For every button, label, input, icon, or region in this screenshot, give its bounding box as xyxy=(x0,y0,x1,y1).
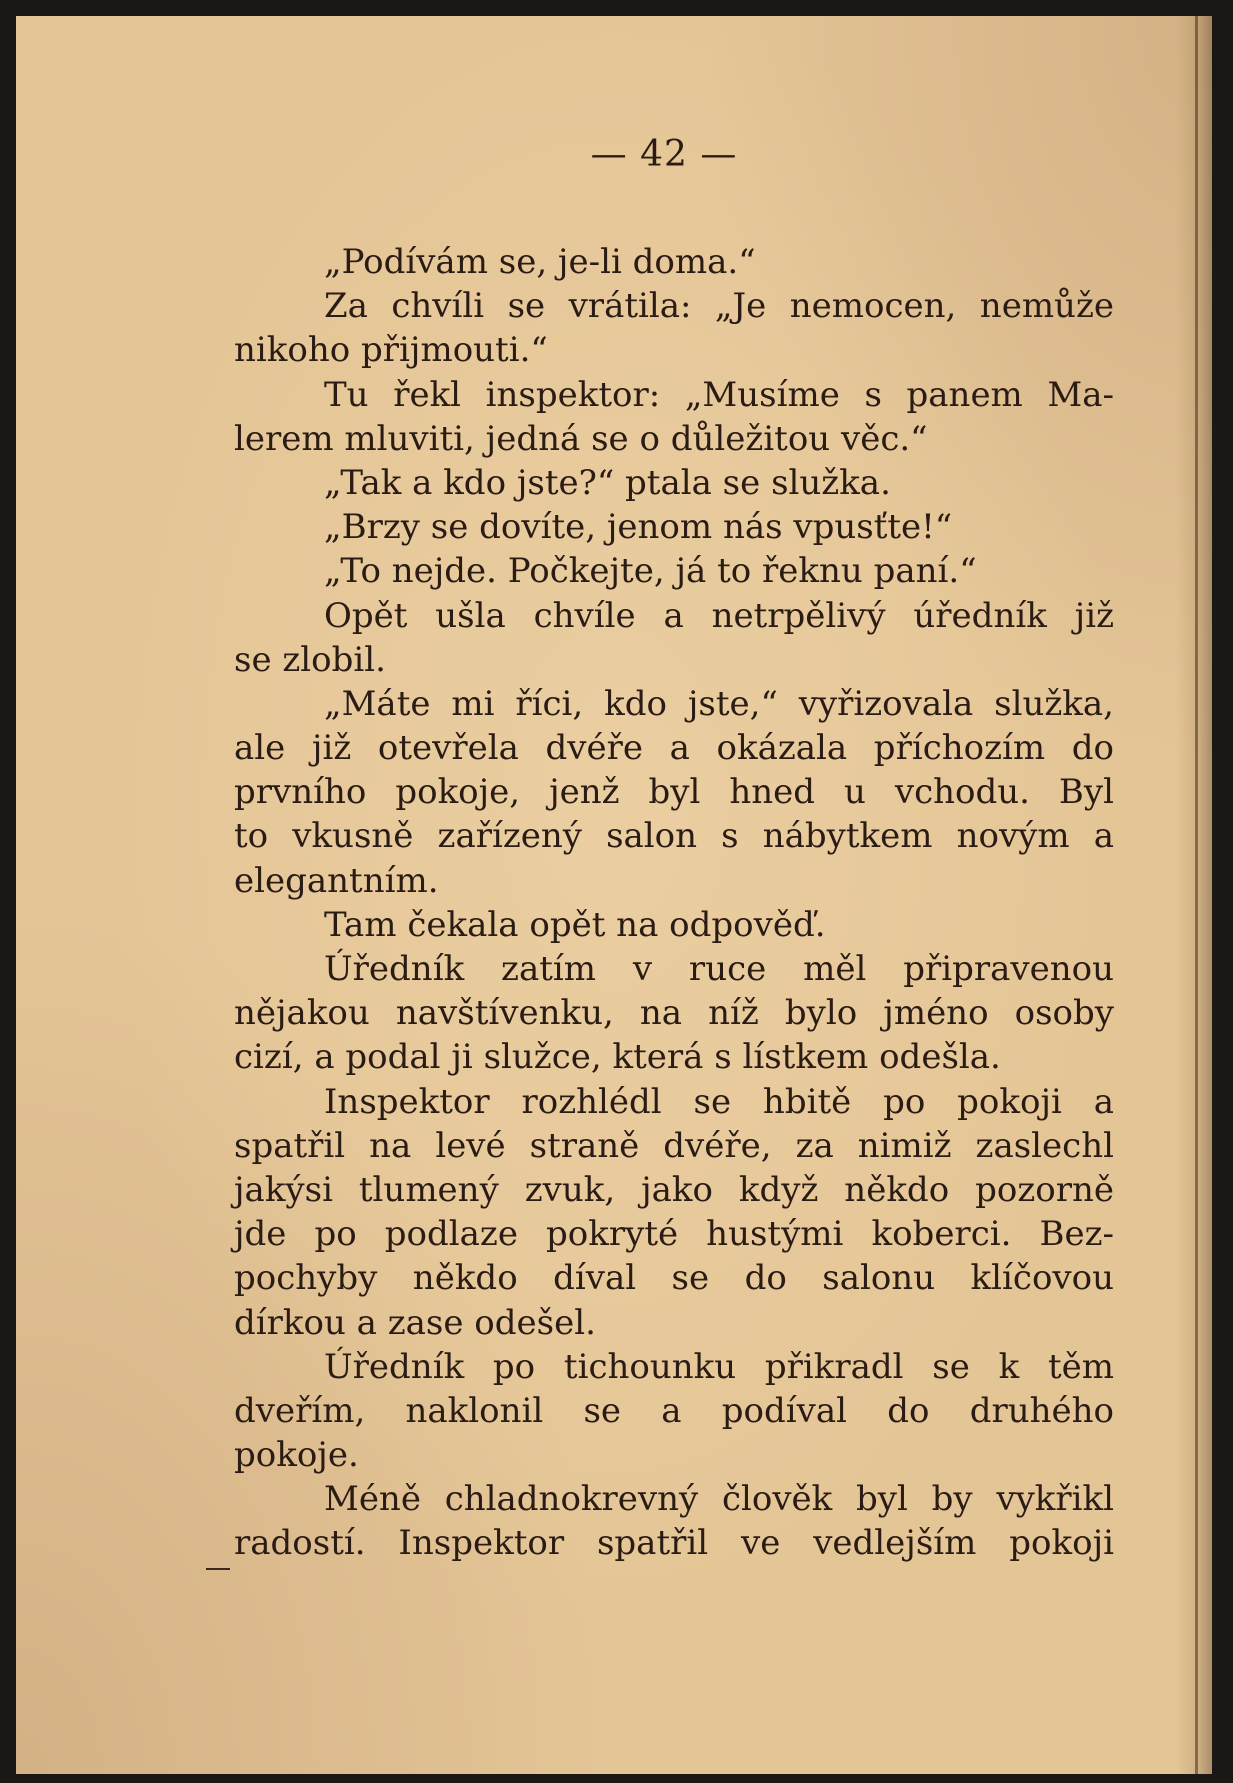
page-edge-line xyxy=(1195,16,1198,1774)
text-line: se zlobil. xyxy=(234,639,386,680)
text-line: „Máte mi říci, kdo jste,“ vyřizovala služka, xyxy=(324,683,1114,724)
text-line: nějakou navštívenku, na níž bylo jméno osoby xyxy=(234,993,1114,1034)
text-line: prvního pokoje, jenž byl hned u vchodu. Byl xyxy=(234,772,1114,813)
text-line: dveřím, naklonil se a podíval do druhého xyxy=(234,1390,1114,1431)
text-line: „Brzy se dovíte, jenom nás vpusťte!“ xyxy=(324,507,953,548)
text-line: Inspektor rozhlédl se hbitě po pokoji a xyxy=(324,1081,1114,1122)
margin-mark xyxy=(206,1568,230,1570)
body-text xyxy=(234,240,1114,1566)
text-line: jde po podlaze pokryté hustými koberci. Bez- xyxy=(234,1214,1114,1255)
text-line: dírkou a zase odešel. xyxy=(234,1302,596,1343)
text-line: cizí, a podal ji služce, která s lístkem odešla. xyxy=(234,1037,1001,1078)
text-line: „To nejde. Počkejte, já to řeknu paní.“ xyxy=(324,551,977,592)
text-line: pokoje. xyxy=(234,1435,359,1476)
text-line: pochyby někdo díval se do salonu klíčovou xyxy=(234,1258,1114,1299)
text-line: nikoho přijmouti.“ xyxy=(234,330,548,371)
text-line: ale již otevřela dvéře a okázala příchozím do xyxy=(234,728,1114,769)
text-line: Tu řekl inspektor: „Musíme s panem Ma- xyxy=(324,374,1114,415)
page-number: — 42 — xyxy=(590,134,738,175)
text-line: Méně chladnokrevný člověk byl by vykřikl xyxy=(324,1479,1114,1520)
text-line: Za chvíli se vrátila: „Je nemocen, nemůže xyxy=(324,286,1114,327)
text-line: „Tak a kdo jste?“ ptala se služka. xyxy=(324,462,891,503)
text-line: Úředník zatím v ruce měl připravenou xyxy=(324,949,1114,989)
text-line: Tam čekala opět na odpověď. xyxy=(324,904,826,945)
page-edge-shadow xyxy=(1176,16,1212,1774)
text-line: Opět ušla chvíle a netrpělivý úředník již xyxy=(324,595,1114,636)
text-line: radostí. Inspektor spatřil ve vedlejším pokoji xyxy=(234,1523,1114,1564)
text-line: elegantním. xyxy=(234,860,439,901)
text-line: jakýsi tlumený zvuk, jako když někdo pozorně xyxy=(234,1169,1114,1210)
text-line: lerem mluviti, jedná se o důležitou věc.“ xyxy=(234,418,928,459)
text-line: Úředník po tichounku přikradl se k těm xyxy=(324,1346,1114,1387)
text-line: „Podívám se, je-li doma.“ xyxy=(324,242,756,282)
text-line: spatřil na levé straně dvéře, za nimiž zaslechl xyxy=(234,1125,1114,1166)
text-line: to vkusně zařízený salon s nábytkem novým a xyxy=(234,816,1114,857)
book-page xyxy=(16,16,1212,1774)
